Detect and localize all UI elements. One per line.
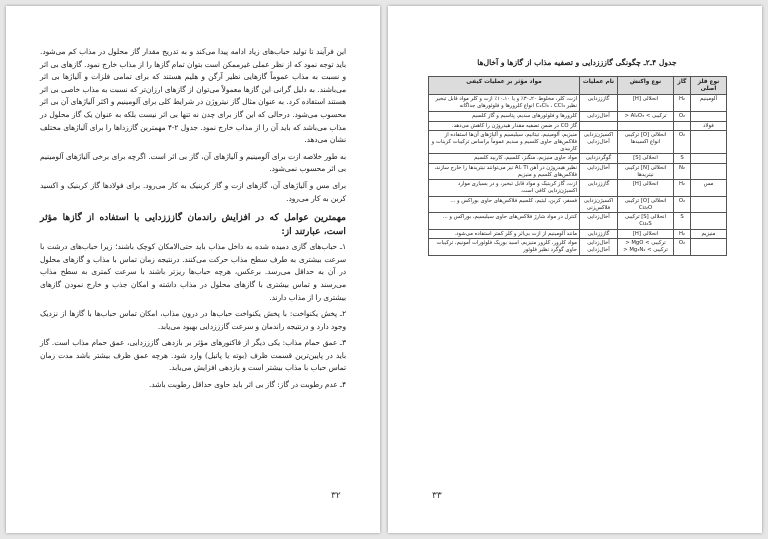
cell-gas: H₂ <box>674 95 691 111</box>
left-page <box>6 6 380 533</box>
cell-factors: نظیر هیدروژن در آهن Al، Ti نیز می‌توانند نیتریدها را خارج سازند، فلاکس‌های کلسیم و منیزیم <box>429 164 580 180</box>
cell-alloy <box>691 213 727 229</box>
cell-factors: ازت، کلر، مخلوط ۲۰ـ۳۰٪ و یا ۱۰ـ۱۰٪ ازت و کلر مواد قابل تبخیر نظیر C₂Cl₆ ، CCl₄ انواع کلرورها و فلوئورهای جداگانه <box>429 95 580 111</box>
cell-factors: مانند آلومینیم از ازت بی‌اثر و کلر کمتر استفاده می‌شود. <box>429 229 580 239</box>
table-row <box>429 95 727 111</box>
cell-reaction: انحلالی [N] ترکیبی نیتریدها <box>618 164 674 180</box>
table-row <box>429 111 727 121</box>
degassing-table <box>428 76 727 256</box>
header-gas: گاز <box>674 77 691 95</box>
cell-reaction: انحلالی [O] ترکیبی Cu₂O <box>618 196 674 212</box>
cell-alloy <box>691 196 727 212</box>
cell-alloy <box>691 131 727 154</box>
cell-gas: O₂ <box>674 196 691 212</box>
table-row <box>429 213 727 229</box>
cell-process: آخال‌زدایی <box>580 213 618 229</box>
paragraph: برای مس و آلیاژهای آن، گازهای ازت و گاز کربنیک به کار می‌رود. برای فولادها گاز کربنیک و اکسید کربن به کار می‌رود. <box>40 180 346 203</box>
cell-alloy: مس <box>691 180 727 196</box>
cell-gas: S <box>674 213 691 229</box>
paragraph: این فرآیند تا تولید حباب‌های زیاد ادامه پیدا می‌کند و به تدریج مقدار گاز محلول در مذاب کم می‌شود. باید توجه نمود که از نظر عملی غیرممکن است بتوان تمام گازها را از مذاب خارج نمود. گازهای بی اثر و نسبت به مذاب عموماً گازهایی نظیر آرگن و هلیم هستند که برای تمامی فلزات و آلیاژها بی اثر می‌باشند. به دلیل گرانی این گازها معمولاً می‌توان از گازهای ارزان‌تر که نسبت به مذاب خاصی بی اثر هستند استفاده کرد. به عنوان مثال گاز نیتروژن در شرایط کلی برای آلومینیم و اکثر آلیاژهای آن بی اثر محسوب می‌شود. درحالی که این گاز برای چدن نه تنها بی اثر نیست بلکه به عنوان یک گاز محلول در مذاب می‌باشد که باید آن را از مذاب خارج نمود. جدول ۲-۴ مهمترین گاززداها را برای آلیاژهای مختلف نشان می‌دهد. <box>40 47 346 145</box>
table-row <box>429 131 727 154</box>
cell-process: اکسیژن‌زدایی فلاکس‌زنی <box>580 196 618 212</box>
cell-alloy: آلومینیم <box>691 95 727 111</box>
cell-reaction: انحلالی [H] <box>618 180 674 196</box>
left-page-text <box>40 46 346 392</box>
cell-gas: O₂ <box>674 111 691 121</box>
cell-gas: O₂ <box>674 239 691 255</box>
table-body <box>429 95 727 255</box>
cell-process <box>580 121 618 131</box>
table-row <box>429 164 727 180</box>
cell-factors: ازت، گاز کربنیک و مواد قابل تبخیر، و در بسیاری موارد اکسیژن‌زدایی کافی است. <box>429 180 580 196</box>
table-row <box>429 121 727 131</box>
cell-alloy <box>691 239 727 255</box>
list-item: ۴ـ عدم رطوبت در گاز: گاز بی اثر باید حاوی حداقل رطوبت باشد. <box>148 380 346 390</box>
cell-process: اکسیژن‌زدایی آخال‌زدایی <box>580 131 618 154</box>
table-row <box>429 239 727 255</box>
cell-gas: S <box>674 154 691 164</box>
cell-gas: H₂ <box>674 229 691 239</box>
table-row <box>429 154 727 164</box>
cell-process: گازززدایی <box>580 95 618 111</box>
table-row <box>429 196 727 212</box>
table-row <box>429 229 727 239</box>
list-item: ۲ـ پخش یکنواخت: با پخش یکنواخت حباب‌ها در درون مذاب، امکان تماس حباب‌ها با گازها از نزدیک وجود دارد و درنتیجه راندمان و سرعت گازززدایی بهبود می‌یابد. <box>40 309 346 331</box>
page-number: ۳۲ <box>331 491 341 501</box>
cell-gas: N₂ <box>674 164 691 180</box>
table-caption: جدول ۴ـ۲ـ چگونگی گازززدایی و تصفیه مذاب از گازها و آخال‌ها <box>477 58 677 67</box>
cell-process: آخال‌زدایی <box>580 111 618 121</box>
header-alloy: نوع فلز اصلی <box>691 77 727 95</box>
cell-process: گازززدایی <box>580 180 618 196</box>
cell-reaction: انحلالی [H] <box>618 229 674 239</box>
cell-alloy <box>691 164 727 180</box>
cell-reaction: ترکیبی > Al₂O₃ < <box>618 111 674 121</box>
cell-factors: کلرورها و فلوئورهای سدیم، پتاسیم و گاز کلسیم <box>429 111 580 121</box>
list-item: ۳ـ عمق حمام مذاب: یکی دیگر از فاکتورهای مؤثر بر بازدهی گازززدایی، عمق حمام مذاب است. گاز باید در پایین‌ترین قسمت ظرف (بوته یا پاتیل) وارد شود. هرچه عمق ظرف بیشتر باشد مدت زمان تماس حباب با مذاب بیشتر است و بازدهی افزایش می‌یابد. <box>40 338 346 373</box>
section-heading: مهمترین عوامل که در افزایش راندمان گازززدایی با استفاده از گازها مؤثر است، عبارتند از: <box>40 212 346 238</box>
cell-process: آخال‌زدایی آخال‌زدایی <box>580 239 618 255</box>
table-row <box>429 180 727 196</box>
header-factors: مواد مؤثر بر عملیات کیفی <box>429 77 580 95</box>
cell-reaction: انحلالی [S] <box>618 154 674 164</box>
cell-alloy: منیزیم <box>691 229 727 239</box>
cell-reaction <box>618 121 674 131</box>
header-reaction: نوع واکنش <box>618 77 674 95</box>
cell-gas: O₂ <box>674 131 691 154</box>
table-header-row <box>429 77 727 95</box>
cell-gas <box>674 121 691 131</box>
header-process: نام عملیات <box>580 77 618 95</box>
cell-alloy <box>691 111 727 121</box>
right-page <box>388 6 762 533</box>
cell-gas: H₂ <box>674 180 691 196</box>
cell-reaction: انحلالی [H] <box>618 95 674 111</box>
cell-factors: مواد کلرور، کلرور منیزیم، اسید بوریک فلوئورات آمونیم، ترکیبات حاوی گوگرد نظیر فلوئور <box>429 239 580 255</box>
cell-alloy: فولاد <box>691 121 727 131</box>
paragraph: به طور خلاصه ازت برای آلومینیم و آلیاژهای آن، گاز بی اثر است. اگرچه برای برخی آلیاژهای آلومینیم بی اثر محسوب نمی‌شود. <box>40 151 346 174</box>
cell-alloy <box>691 154 727 164</box>
cell-process: گوگردزدایی <box>580 154 618 164</box>
list-item: ۱ـ حباب‌های گازی دمیده شده به داخل مذاب باید حتی‌الامکان کوچک باشند؛ زیرا حباب‌های درشت با سرعت بیشتری به طرف سطح مذاب حرکت می‌کنند. درنتیجه زمان تماس با مذاب و گازهای محلول در آن به حداقل می‌رسد. برعکس، هرچه حباب‌ها ریزتر باشند با سرعت کمتری به سطح مذاب می‌رسند و تماس بیشتری با گازهای محلول در مذاب داشته و امکان جذب و خارج نمودن گازهای بیشتری را از مذاب دارند. <box>40 242 346 302</box>
cell-factors: کنترل در مواد شارژ فلاکس‌های حاوی سیلیسیم، بوراکس و ... <box>429 213 580 229</box>
cell-factors: فسفر، کربن، لیتیم، کلسیم فلاکس‌های حاوی بوراکس و ... <box>429 196 580 212</box>
cell-factors: منیزیم، آلومینیم، تیتانیم، سیلیسیم و آلیاژهای آن‌ها استفاده از فلاکس‌های حاوی کلسیم و سدیم عموماً براساس ترکیبات کربنات و کاربیدی <box>429 131 580 154</box>
cell-reaction: ترکیبی > MgO < ترکیبی > Mg₃N₂ < <box>618 239 674 255</box>
cell-reaction: انحلالی [S] ترکیبی Cu₂S <box>618 213 674 229</box>
page-number: ۳۳ <box>432 491 442 501</box>
cell-reaction: انحلالی [O] ترکیبی انواع اکسیدها <box>618 131 674 154</box>
cell-factors: مواد حاوی منیزیم، منگنز، کلسیم، کاربید کلسیم <box>429 154 580 164</box>
cell-factors: گاز CO در ضمن تصفیه مقدار هیدروژن را کاهش می‌دهد. <box>429 121 580 131</box>
cell-process: آخال‌زدایی <box>580 164 618 180</box>
cell-process: گازززدایی <box>580 229 618 239</box>
